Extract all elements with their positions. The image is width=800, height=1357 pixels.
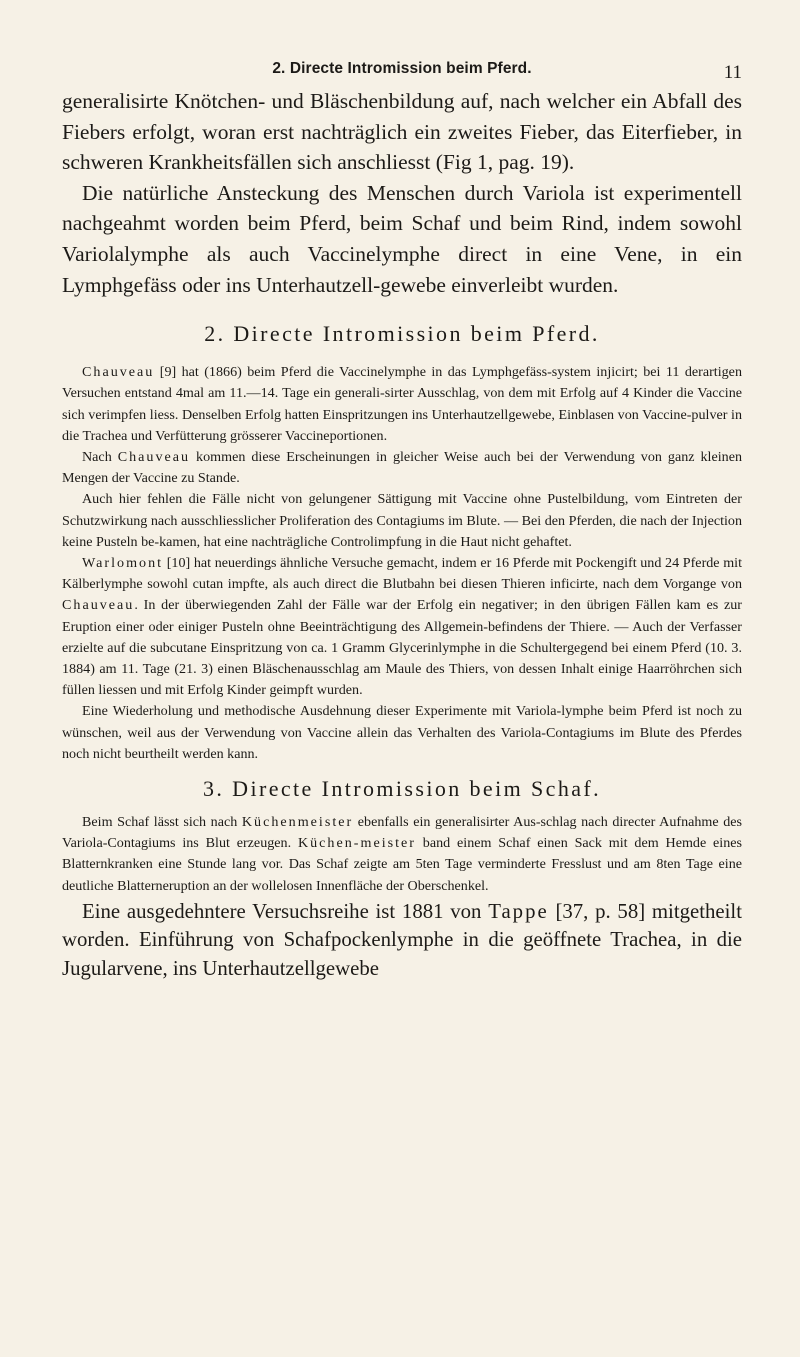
paragraph-text: . In der überwiegenden Zahl der Fälle war der Erfolg ein negativer; in den übrigen Fällen kam es zur Eruption einer oder einiger Pusteln ohne Beeinträchtigung des Allgemein-befindens der Thiere. — Auch der Verfasser erzielte auf die subcutane Einspritzung von ca. 1 Gramm Glycerinlymphe in die Schultergegend bei einem Pferd (10. 3. 1884) am 11. Tage (21. 3) einen Bläschenausschlag am Maule des Thiers, von dessen Inhalt einige Haarröhrchen sich füllen liessen und mit Erfolg Kinder geimpft wurden. [62,597,742,699]
paragraph-text: [10] hat neuerdings ähnliche Versuche gemacht, indem er 16 Pferde mit Pockengift und 24 Pferde mit Kälberlymphe sowohl cutan impfte, als auch direct die Blutbahn bei diesen Thieren inficirte, nach dem Vorgange von [62,554,742,593]
section-2-body [62,362,742,765]
section-3-paragraph-2 [62,898,742,984]
section-3-closing [62,898,742,984]
section-3-heading: 3. Directe Intromission beim Schaf. [202,776,602,802]
section-2-paragraph-3: Auch hier fehlen die Fälle nicht von gelungener Sättigung mit Vaccine ohne Pustelbildung, vom Eintreten der Schutzwirkung nach ausschliesslicher Proliferation des Contagiums im Blute. — Bei den Pferden, die nach der Injection keine Pusteln be-kamen, hat eine nachträgliche Controlimpfung in die Haut nicht gehaftet. [62,491,742,550]
author-name: Küchenmeister [241,814,354,831]
author-name: Küchen-meister [297,835,416,852]
intro-paragraph-2: Die natürliche Ansteckung des Menschen durch Variola ist experimentell nachgeahmt worden beim Pferd, beim Schaf und beim Rind, indem sowohl Variolalymphe als auch Vaccinelymphe direct in eine Vene, in ein Lymphgefäss oder ins Unterhautzell-gewebe einverleibt wurden. [62,180,742,297]
paragraph-text: kommen diese Erscheinungen in gleicher Weise auch bei der Verwendung von ganz kleinen Mengen der Vaccine zu Stande. [62,448,742,487]
section-2-paragraph-5: Eine Wiederholung und methodische Ausdehnung dieser Experimente mit Variola-lymphe beim Pferd ist noch zu wünschen, weil aus der Verwendung von Vaccine allein das Verhalten des Variola-Contagiums im Blute des Pferdes noch nicht beurtheilt werden kann. [62,703,742,762]
paragraph-text: [37, p. 58] mitgetheilt worden. Einführung von Schafpockenlymphe in die geöffnete Trachea, in die Jugularvene, ins Unterhautzellgewebe [62,899,742,981]
paragraph-text: Nach [82,448,118,465]
page-number: 11 [723,62,742,83]
running-head [62,52,742,86]
intro-text [62,86,742,300]
paragraph-text: [9] hat (1866) beim Pferd die Vaccinelymphe in das Lymphgefäss-system injicirt; bei 11 derartigen Versuchen entstand 4mal am 11.—14. Tage ein generali-sirter Ausschlag, von dem mit Erfolg auf 4 Kinder die Vaccine sich verimpfen liess. Denselben Erfolg hatten Einspritzungen ins Unterhautzellgewebe, Einblasen von Vaccine-pulver in die Trachea und Verfütterung grösserer Vaccineportionen. [62,364,742,444]
section-3-body [62,812,742,897]
paragraph-text: Eine ausgedehntere Versuchsreihe ist 1881 von [82,899,489,923]
intro-paragraph-1: generalisirte Knötchen- und Bläschenbildung auf, nach welcher ein Abfall des Fiebers erfolgt, woran erst nachträglich ein zweites Fieber, das Eiterfieber, in schweren Krankheitsfällen sich anschliesst (Fig 1, pag. 19). [62,89,742,175]
author-name: Chauveau [62,597,135,614]
section-2-paragraph-2 [62,447,742,489]
author-name: Chauveau [117,448,191,465]
section-2-paragraph-1 [62,362,742,447]
paragraph-text: ebenfalls ein generalisirter Aus-schlag nach directer Aufnahme des Variola-Contagiums ins Blut erzeugen. [62,814,742,852]
paragraph-text: band einem Schaf einen Sack mit dem Hemde eines Blatternkranken eine Stunde lang vor. Das Schaf zeigte am 5ten Tage verminderte Fresslust und am 8ten Tage eine deutliche Blatterneruption an der wollelosen Innenfläche der Oberschenkel. [62,835,743,894]
author-name: Warlomont [82,554,164,571]
paragraph-text: Beim Schaf lässt sich nach [82,814,242,831]
section-2-paragraph-4 [62,553,742,701]
section-3-paragraph-1 [62,812,742,897]
section-2-heading: 2. Directe Intromission beim Pferd. [204,321,600,347]
author-name: Tappe [488,899,549,923]
running-head-title: 2. Directe Intromission beim Pferd. [272,60,532,77]
author-name: Chauveau [82,364,155,381]
page [62,52,742,984]
